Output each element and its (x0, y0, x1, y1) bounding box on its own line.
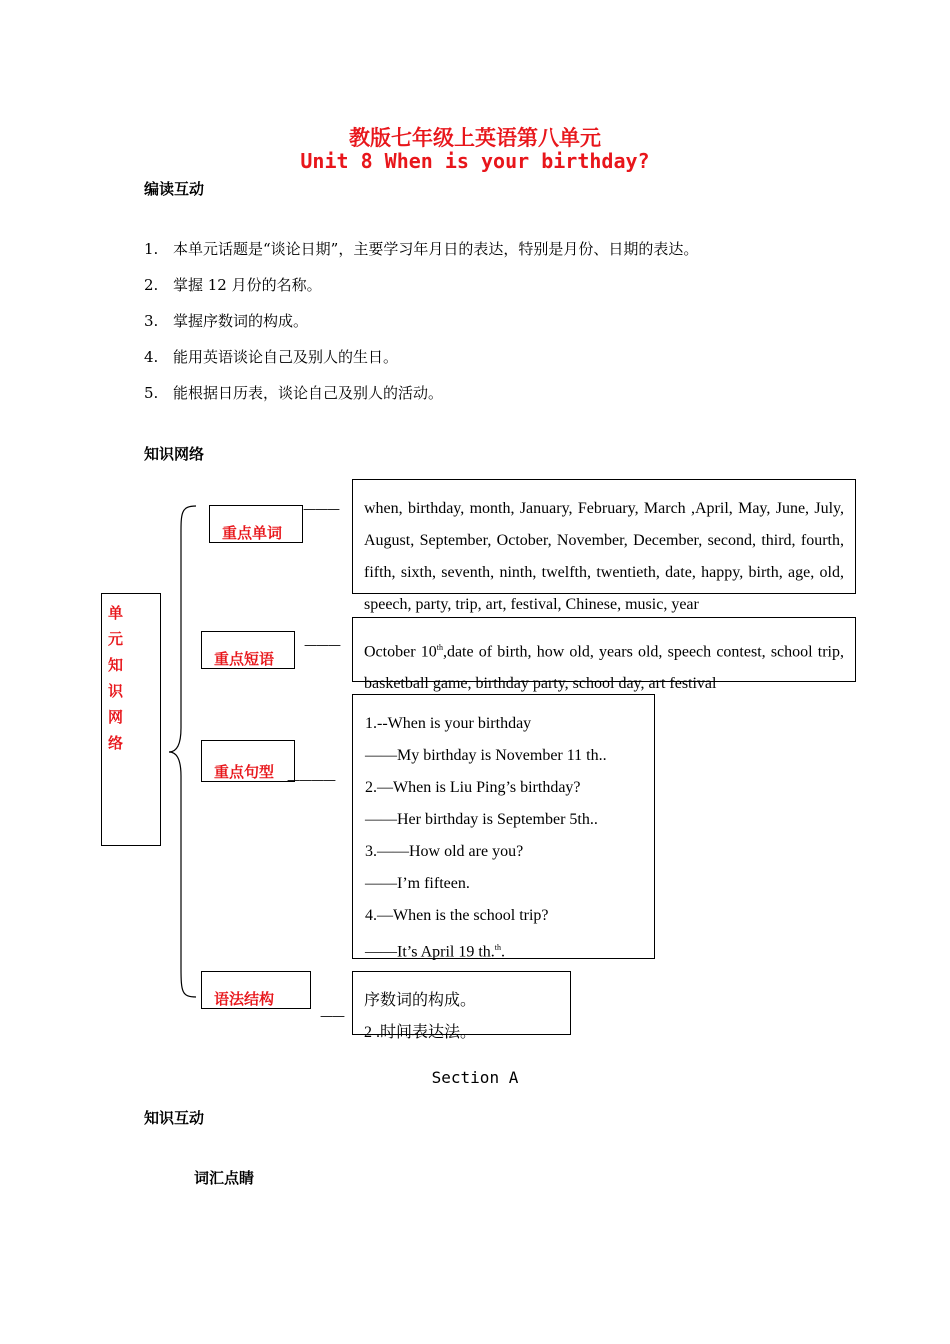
phrase-list: ,date of birth, how old, years old, speech contest, school trip, basketball game, birthday party, school day, art festival (364, 643, 844, 693)
key-sentences-box (352, 694, 655, 959)
phrase-date-suffix: th (436, 643, 443, 652)
branch-label: 语法结构 (214, 990, 275, 1008)
objective-number: 1. (144, 240, 159, 258)
objective-number: 2. (144, 276, 159, 294)
objective-item (144, 382, 443, 403)
key-phrases-text (364, 632, 844, 700)
key-words-text: when, birthday, month, January, February, March ,April, May, June, July, August, September, October, November, December, second, third, fourth, fifth, sixth, seventh, ninth, twelfth, twentieth, date, happy, birth, age, old, speech, party, trip, art, festival, Chinese, music, year (364, 500, 844, 613)
heading-guide: 编读互动 (144, 180, 205, 198)
document-title-english: Unit 8 When is your birthday? (300, 149, 650, 173)
heading-vocab: 词汇点睛 (194, 1169, 255, 1187)
sentence-line (365, 932, 650, 968)
sentence-line: 4.—When is the school trip? (365, 907, 549, 924)
sentence-line: 2.—When is Liu Ping’s birthday? (365, 779, 581, 796)
phrase-date: October 10 (364, 643, 437, 661)
objective-number: 3. (144, 312, 159, 330)
objective-number: 4. (144, 348, 159, 366)
sentence-line: 1.--When is your birthday (365, 715, 532, 732)
objective-item (144, 238, 698, 259)
objective-number: 5. (144, 384, 159, 402)
branch-key-sentences (201, 740, 295, 782)
root-char: 网 (108, 708, 124, 726)
root-char: 单 (108, 604, 124, 622)
objective-item (144, 346, 398, 367)
objective-item (144, 310, 308, 331)
heading-interaction: 知识互动 (144, 1109, 205, 1127)
section-title: Section A (431, 1068, 519, 1087)
connector-line: ——— (304, 638, 340, 653)
root-char: 元 (108, 630, 124, 648)
network-root-box (101, 593, 161, 846)
sentence-line: 3.——How old are you? (365, 843, 524, 860)
objective-text: 本单元话题是“谈论日期”，主要学习年月日的表达，特别是月份、日期的表达。 (173, 240, 699, 258)
objective-text: 能用英语谈论自己及别人的生日。 (173, 348, 399, 366)
root-char: 络 (108, 734, 124, 752)
grammar-line: 2 .时间表达法。 (364, 1024, 477, 1041)
document-title-chinese: 教版七年级上英语第八单元 (349, 125, 601, 150)
sentence-suffix: th (494, 943, 502, 952)
sentence-end: . (501, 943, 506, 961)
sentence-line: ——My birthday is November 11 th.. (365, 747, 607, 764)
branch-key-phrases (201, 631, 295, 669)
sentence-line: ——I’m fifteen. (365, 875, 470, 892)
sentence-line: ——Her birthday is September 5th.. (365, 811, 598, 828)
objective-text: 掌握序数词的构成。 (173, 312, 309, 330)
objective-item (144, 274, 322, 295)
heading-network: 知识网络 (144, 445, 205, 463)
branch-key-words (209, 505, 303, 543)
connector-line: ——— (303, 502, 339, 517)
root-char: 识 (108, 682, 124, 700)
branch-label: 重点单词 (222, 524, 283, 542)
grammar-text (364, 985, 584, 1049)
connector-line: —— (320, 1009, 344, 1024)
sentence-text: ——It’s April 19 th. (365, 943, 495, 961)
connector-line: ———— (287, 773, 335, 788)
objective-text: 掌握 12 月份的名称。 (173, 276, 322, 294)
objective-text: 能根据日历表，谈论自己及别人的活动。 (173, 384, 444, 402)
grammar-line: 序数词的构成。 (364, 992, 477, 1009)
root-char: 知 (108, 656, 124, 674)
branch-grammar (201, 971, 311, 1009)
branch-label: 重点短语 (214, 650, 275, 668)
branch-label: 重点句型 (214, 763, 275, 781)
